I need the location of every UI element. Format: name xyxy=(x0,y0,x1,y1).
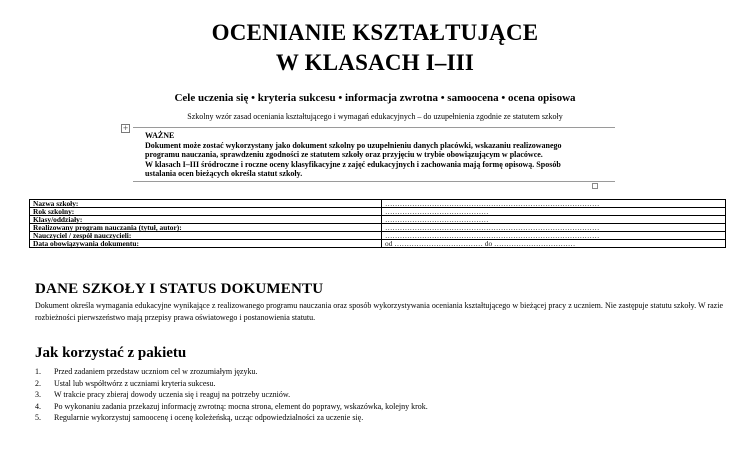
table-label-cell: Realizowany program nauczania (tytuł, autor): xyxy=(30,224,382,232)
table-row xyxy=(30,200,726,208)
list-item xyxy=(35,389,428,401)
table-label-cell: Klasy/oddziały: xyxy=(30,216,382,224)
list-item-number: 3. xyxy=(35,390,41,399)
section-paragraph-school-data: Dokument określa wymagania edukacyjne wynikające z realizowanego programu nauczania oraz sposób wykorzystywania oceniania kształtującego w bieżącej pracy z uczniem. Nie zastępuje statutu szkoły. W razie rozbieżności pierwszeństwo mają przepisy prawa oświatowego i postanowienia statutu. xyxy=(35,301,723,322)
table-value-cell[interactable]: …………………………………… xyxy=(382,208,726,216)
document-note: Szkolny wzór zasad oceniania kształtującego i wymagań edukacyjnych – do uzupełnienia zgodnie ze statutem szkoły xyxy=(187,112,563,121)
list-item-number: 1. xyxy=(35,367,41,376)
warning-line: W klasach I–III śródroczne i roczne oceny klasyfikacyjne z zajęć edukacyjnych i zachowania mają formę opisową. Sposób xyxy=(145,159,561,169)
warning-line: Dokument może zostać wykorzystany jako dokument szkolny po uzupełnieniu danych placówki, wskazaniu realizowanego xyxy=(145,140,562,150)
table-label-cell: Rok szkolny: xyxy=(30,208,382,216)
school-info-table xyxy=(29,199,726,248)
warning-title: WAŻNE xyxy=(145,131,175,140)
list-item-text: W trakcie pracy zbieraj dowody uczenia się i reaguj na potrzeby uczniów. xyxy=(54,390,291,399)
list-item xyxy=(35,412,428,424)
document-title-line-2: W KLASACH I–III xyxy=(275,50,475,75)
list-item xyxy=(35,366,428,378)
warning-line: ustalania ocen bieżących określa statut szkoły. xyxy=(145,169,303,178)
table-value-cell[interactable]: …………………………………………………………………………… xyxy=(382,224,726,232)
list-item-number: 4. xyxy=(35,401,41,411)
section-heading-how-to-use: Jak korzystać z pakietu xyxy=(35,345,187,361)
table-value-cell[interactable]: …………………………………… xyxy=(382,216,726,224)
document-title-line-1: OCENIANIE KSZTAŁTUJĄCE xyxy=(211,20,539,45)
table-label-cell: Nauczyciel / zespół nauczycieli: xyxy=(30,232,382,240)
section-heading-school-data: DANE SZKOŁY I STATUS DOKUMENTU xyxy=(35,281,324,297)
list-item-text: Ustal lub współtwórz z uczniami kryteria sukcesu. xyxy=(54,378,216,388)
list-item xyxy=(35,401,428,413)
document-subtitle: Cele uczenia się • kryteria sukcesu • informacja zwrotna • samoocena • ocena opisowa xyxy=(174,92,576,104)
list-item xyxy=(35,378,428,390)
list-item-text: Po wykonaniu zadania przekazuj informację zwrotną: mocna strona, element do poprawy, wskazówka, kolejny krok. xyxy=(54,401,428,411)
list-item-text: Przed zadaniem przedstaw uczniom cel w zrozumiałym języku. xyxy=(54,367,258,376)
table-value-cell[interactable]: …………………………………………………………………………… xyxy=(382,232,726,240)
table-value-cell[interactable]: …………………………………………………………………………… xyxy=(382,200,726,208)
table-row xyxy=(30,208,726,216)
table-label-cell: Nazwa szkoły: xyxy=(30,200,382,208)
text-box-resize-handle[interactable] xyxy=(592,183,598,189)
table-row xyxy=(30,240,726,248)
list-item-text: Regularnie wykorzystuj samoocenę i ocenę koleżeńską, ucząc odpowiedzialności za uczenie się. xyxy=(54,413,364,422)
steps-list xyxy=(35,366,428,424)
table-row xyxy=(30,224,726,232)
text-box-move-handle-icon[interactable]: + xyxy=(122,124,129,132)
table-value-cell[interactable]: od ……………………………… do …………………………… xyxy=(382,240,726,248)
list-item-number: 2. xyxy=(35,378,41,388)
table-label-cell: Data obowiązywania dokumentu: xyxy=(30,240,382,248)
warning-line: programu nauczania, sprawdzeniu zgodności ze statutem szkoły oraz przyjęciu w trybie obowiązującym w placówce. xyxy=(145,150,543,159)
warning-text-box[interactable] xyxy=(133,127,615,182)
list-item-number: 5. xyxy=(35,413,41,422)
